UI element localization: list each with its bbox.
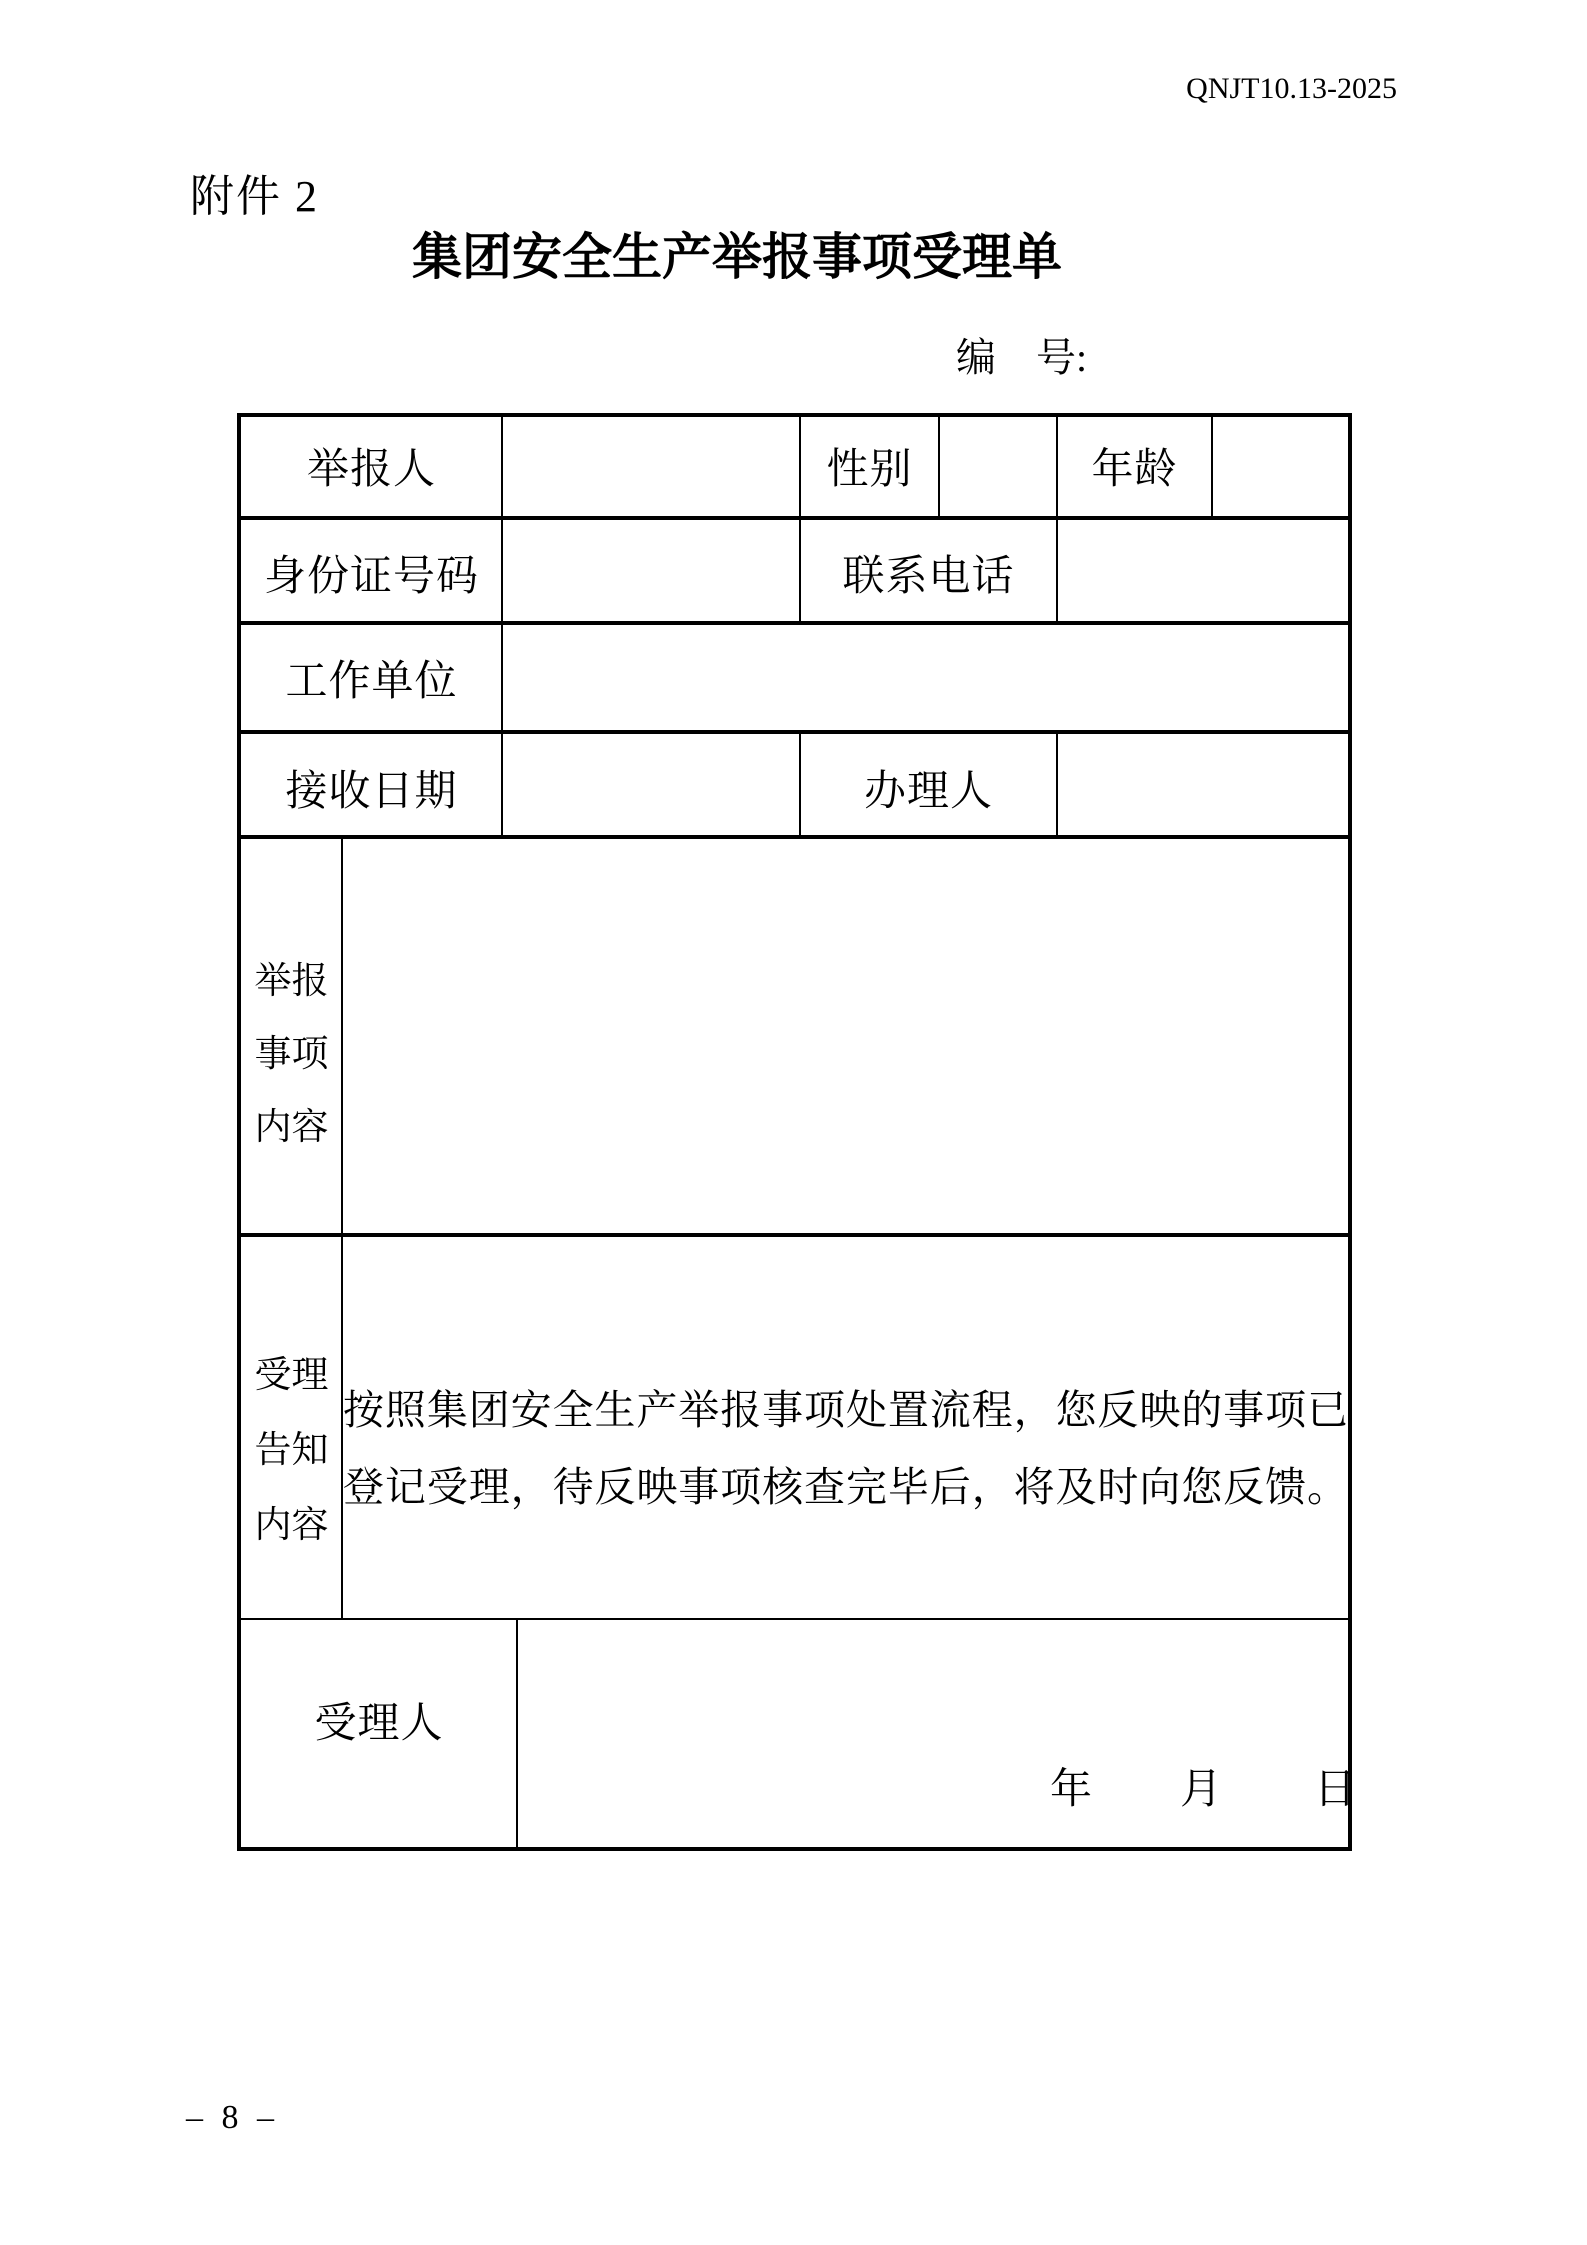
reporter-label: 举报人 <box>306 447 436 493</box>
table-grid-line <box>241 1233 1348 1237</box>
page-number: – 8 – <box>186 2099 279 2136</box>
doc-code: QNJT10.13-2025 <box>1186 72 1397 105</box>
serial-number-label: 编 号: <box>956 335 1088 380</box>
receive-date-label: 接收日期 <box>285 769 458 815</box>
attachment-label: 附件 2 <box>190 172 319 221</box>
handler-value-cell <box>1058 734 1348 835</box>
age-value-cell <box>1213 417 1348 516</box>
phone-value-cell <box>1058 520 1348 621</box>
report-content-value-cell <box>343 839 1348 1233</box>
date-day-label: 日 <box>1314 1767 1357 1813</box>
age-label: 年龄 <box>1091 447 1178 493</box>
work-unit-value-cell <box>503 625 1348 730</box>
acceptor-label: 受理人 <box>314 1701 444 1747</box>
notice-text <box>343 1372 1348 1526</box>
date-year-label: 年 <box>1050 1767 1093 1813</box>
acceptor-value-cell <box>518 1620 1348 1847</box>
acceptance-form-table <box>237 413 1357 1851</box>
report-content-label: 举报 事项 内容 <box>254 961 329 1148</box>
date-month-label: 月 <box>1180 1767 1223 1813</box>
receive-date-value-cell <box>503 734 799 835</box>
gender-label: 性别 <box>826 447 913 493</box>
phone-label: 联系电话 <box>842 554 1015 600</box>
handler-label: 办理人 <box>863 769 993 815</box>
work-unit-label: 工作单位 <box>285 659 458 705</box>
reporter-value-cell <box>503 417 799 516</box>
notice-text-line: 登记受理，待反映事项核查完毕后，将及时向您反馈。 <box>343 1464 1348 1510</box>
notice-text-line: 按照集团安全生产举报事项处置流程，您反映的事项已 <box>343 1387 1348 1433</box>
id-number-label: 身份证号码 <box>263 554 479 600</box>
date-placeholder-row <box>241 1767 1357 1813</box>
id-number-value-cell <box>503 520 799 621</box>
notice-label: 受理 告知 内容 <box>254 1355 329 1546</box>
form-title: 集团安全生产举报事项受理单 <box>412 229 1062 285</box>
gender-value-cell <box>940 417 1056 516</box>
